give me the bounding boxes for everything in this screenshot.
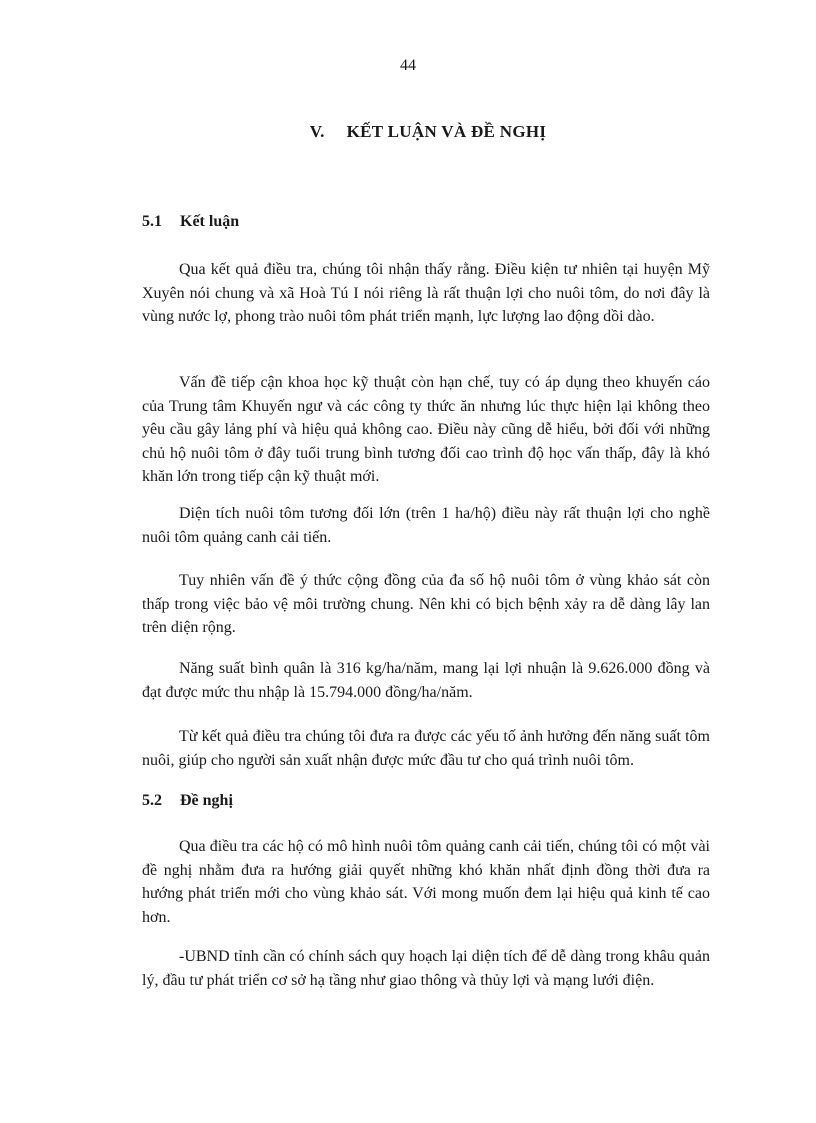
paragraph: -UBND tỉnh cần có chính sách quy hoạch lại diện tích để dễ dàng trong khâu quản lý, đầu tư phát triển cơ sở hạ tầng như giao thông và thủy lợi và mạng lưới điện. — [142, 948, 710, 989]
section-heading-recommendations — [142, 792, 233, 810]
paragraph: Vấn đề tiếp cận khoa học kỹ thuật còn hạn chế, tuy có áp dụng theo khuyến cáo của Trung tâm Khuyến ngư và các công ty thức ăn nhưng lúc thực hiện lại không theo yêu cầu gây lảng phí và hiệu quả không cao. Điều này cũng dễ hiểu, bởi đối với những chủ hộ nuôi tôm ở đây tuổi trung bình tương đối cao trình độ học vấn thấp, đây là khó khăn lớn trong tiếp cận kỹ thuật mới. — [142, 374, 710, 485]
chapter-title — [0, 122, 816, 142]
paragraph: Diện tích nuôi tôm tương đối lớn (trên 1 ha/hộ) điều này rất thuận lợi cho nghề nuôi tôm quảng canh cải tiến. — [142, 505, 710, 546]
section-number: 5.2 — [142, 792, 162, 809]
paragraph: Năng suất bình quân là 316 kg/ha/năm, mang lại lợi nhuận là 9.626.000 đồng và đạt được mức thu nhập là 15.794.000 đồng/ha/năm. — [142, 660, 710, 701]
chapter-title-text: KẾT LUẬN VÀ ĐỀ NGHỊ — [346, 122, 547, 141]
paragraph: Từ kết quả điều tra chúng tôi đưa ra được các yếu tố ảnh hưởng đến năng suất tôm nuôi, giúp cho người sản xuất nhận được mức đầu tư cho quá trình nuôi tôm. — [142, 728, 710, 769]
section-heading-conclusion — [142, 213, 239, 231]
section-number: 5.1 — [142, 213, 162, 230]
paragraph: Tuy nhiên vấn đề ý thức cộng đồng của đa số hộ nuôi tôm ở vùng khảo sát còn thấp trong việc bảo vệ môi trường chung. Nên khi có bịch bệnh xảy ra dễ dàng lây lan trên diện rộng. — [142, 572, 710, 636]
chapter-number: V. — [309, 122, 325, 141]
section-title: Kết luận — [180, 213, 240, 230]
page-number: 44 — [400, 57, 416, 74]
paragraph: Qua kết quả điều tra, chúng tôi nhận thấy rằng. Điều kiện tư nhiên tại huyện Mỹ Xuyên nói chung và xã Hoà Tú I nói riêng là rất thuận lợi cho nuôi tôm, do nơi đây là vùng nước lợ, phong trào nuôi tôm phát triển mạnh, lực lượng lao động dồi dào. — [142, 261, 710, 325]
section-title: Đề nghị — [180, 792, 233, 809]
paragraph: Qua điều tra các hộ có mô hình nuôi tôm quảng canh cải tiến, chúng tôi có một vài đề nghị nhằm đưa ra hướng giải quyết những khó khăn nhất định đồng thời đưa ra hướng phát triển mới cho vùng khảo sát. Với mong muốn đem lại hiệu quả kinh tế cao hơn. — [142, 838, 710, 926]
